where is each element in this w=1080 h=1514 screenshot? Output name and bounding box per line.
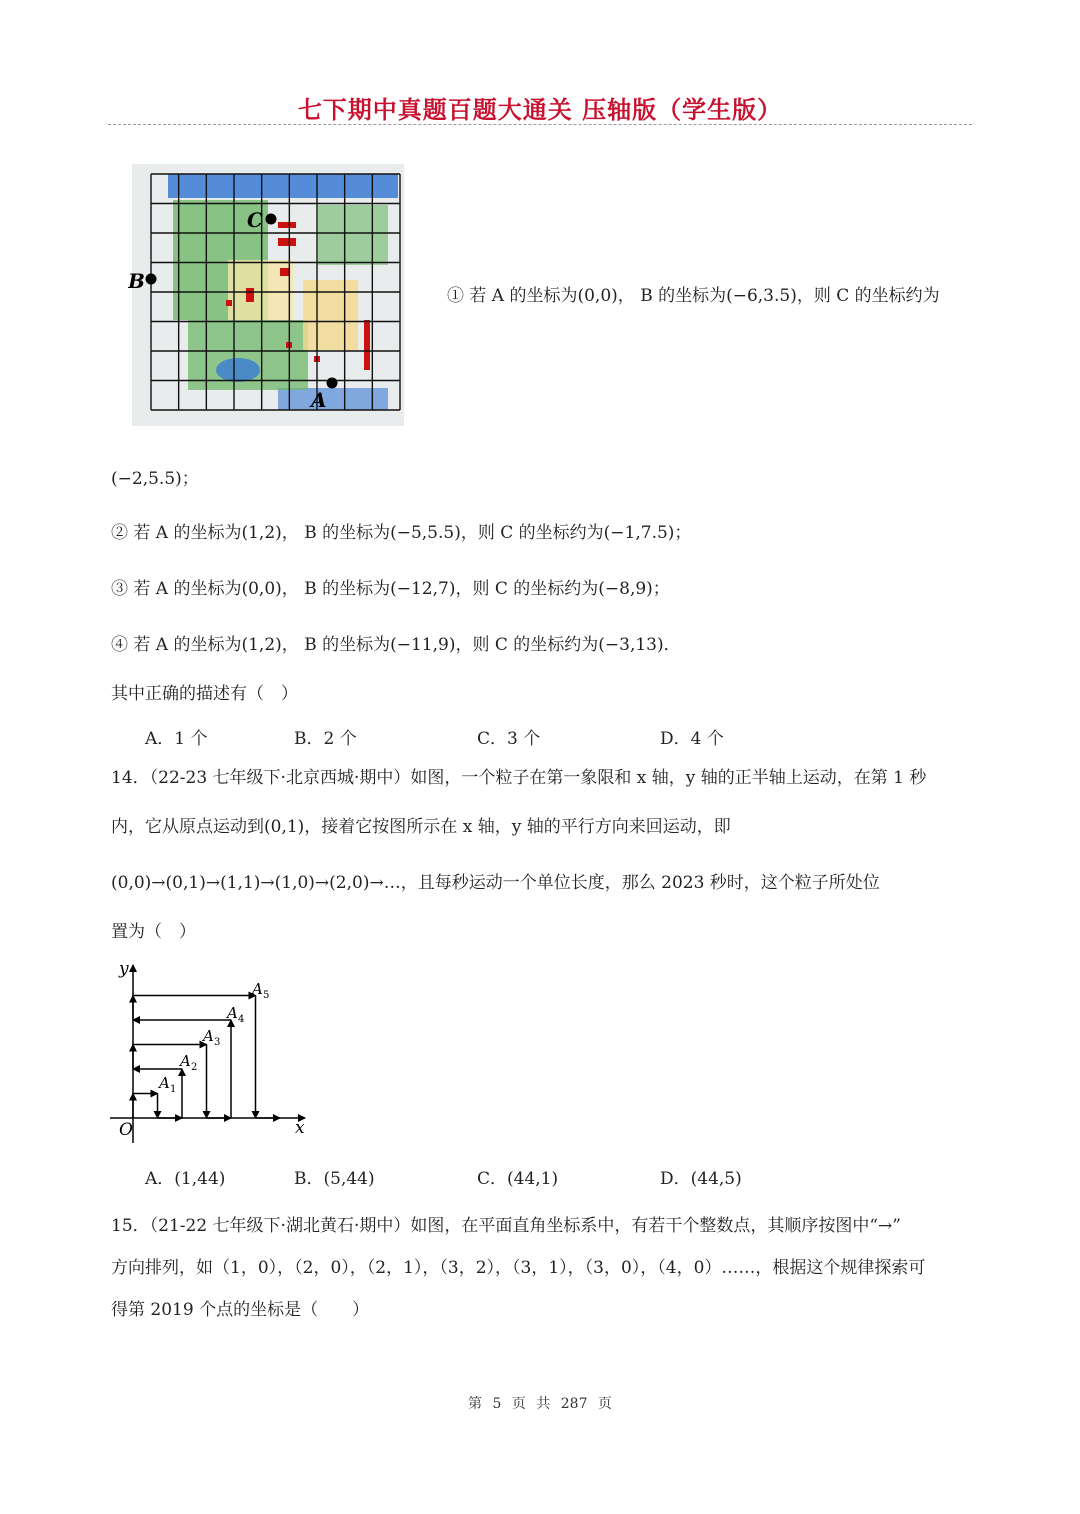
page-footer: 第 5 页 共 287 页: [468, 1396, 612, 1412]
q13-option-c: C．3 个: [477, 729, 541, 749]
q14-text-line-2: 内，它从原点运动到(0,1)，接着它按图所示在 x 轴，y 轴的平行方向来回运动，即: [111, 817, 731, 837]
page-header-title: 七下期中真题百题大通关 压轴版（学生版）: [297, 96, 783, 124]
label-a3: A: [203, 1027, 214, 1045]
label-a4: A: [227, 1004, 238, 1022]
q14-option-c: C．(44,1): [477, 1169, 559, 1189]
label-a2: A: [180, 1052, 191, 1070]
q14-option-b: B．(5,44): [294, 1169, 375, 1189]
q15-text-line-2: 方向排列，如（1，0），（2，0），（2，1），（3，2），（3，1），（3，0），（4，0）……，根据这个规律探索可: [111, 1258, 926, 1278]
q14-text-line-1: 14．（22-23 七年级下·北京西城·期中）如图，一个粒子在第一象限和 x 轴，y 轴的正半轴上运动，在第 1 秒: [111, 768, 927, 788]
label-a3-sub: 3: [214, 1037, 221, 1048]
point-a: [327, 378, 338, 389]
y-axis-label: y: [119, 959, 129, 979]
q13-statement-1: ① 若 A 的坐标为(0,0)， B 的坐标为(−6,3.5)，则 C 的坐标约为: [447, 286, 940, 306]
label-a4-sub: 4: [238, 1014, 245, 1025]
q15-text-line-1: 15．（21-22 七年级下·湖北黄石·期中）如图，在平面直角坐标系中，有若干个整数点，其顺序按图中“→”: [111, 1216, 901, 1236]
q15-text-line-3: 得第 2019 个点的坐标是（ ）: [111, 1300, 370, 1320]
q14-option-d: D．(44,5): [660, 1169, 742, 1189]
label-a1-sub: 1: [170, 1084, 177, 1095]
q13-statement-3: ③ 若 A 的坐标为(0,0)， B 的坐标为(−12,7)，则 C 的坐标约为(−8,9)；: [111, 579, 670, 599]
q13-statement-2: ② 若 A 的坐标为(1,2)， B 的坐标为(−5,5.5)，则 C 的坐标约为(−1,7.5)；: [111, 523, 692, 543]
label-a2-sub: 2: [191, 1062, 198, 1073]
q13-prompt: 其中正确的描述有（ ）: [111, 684, 298, 704]
q13-statement-1-cont: (−2,5.5)；: [111, 469, 199, 489]
label-b: B: [128, 269, 145, 293]
label-a5-sub: 5: [263, 990, 270, 1001]
q13-option-d: D．4 个: [660, 729, 724, 749]
label-c: C: [247, 208, 263, 232]
q14-option-a: A．(1,44): [145, 1169, 226, 1189]
q13-statement-4: ④ 若 A 的坐标为(1,2)， B 的坐标为(−11,9)，则 C 的坐标约为(−3,13)．: [111, 635, 681, 655]
point-c: [266, 214, 277, 225]
header-divider: [108, 124, 972, 125]
particle-path-figure: [105, 955, 320, 1145]
label-a1: A: [159, 1074, 170, 1092]
particle-path-lines: [133, 996, 280, 1119]
point-b: [146, 274, 157, 285]
x-axis-label: x: [295, 1118, 305, 1138]
map-grid-figure: [128, 160, 408, 428]
q13-option-b: B．2 个: [294, 729, 357, 749]
label-a5: A: [252, 980, 263, 998]
label-a: A: [311, 388, 327, 412]
q13-option-a: A．1 个: [145, 729, 208, 749]
q14-text-line-4: 置为（ ）: [111, 922, 196, 942]
origin-label: O: [119, 1120, 133, 1140]
q14-text-line-3: (0,0)→(0,1)→(1,1)→(1,0)→(2,0)→…，且每秒运动一个单位长度，那么 2023 秒时，这个粒子所处位: [111, 873, 880, 893]
